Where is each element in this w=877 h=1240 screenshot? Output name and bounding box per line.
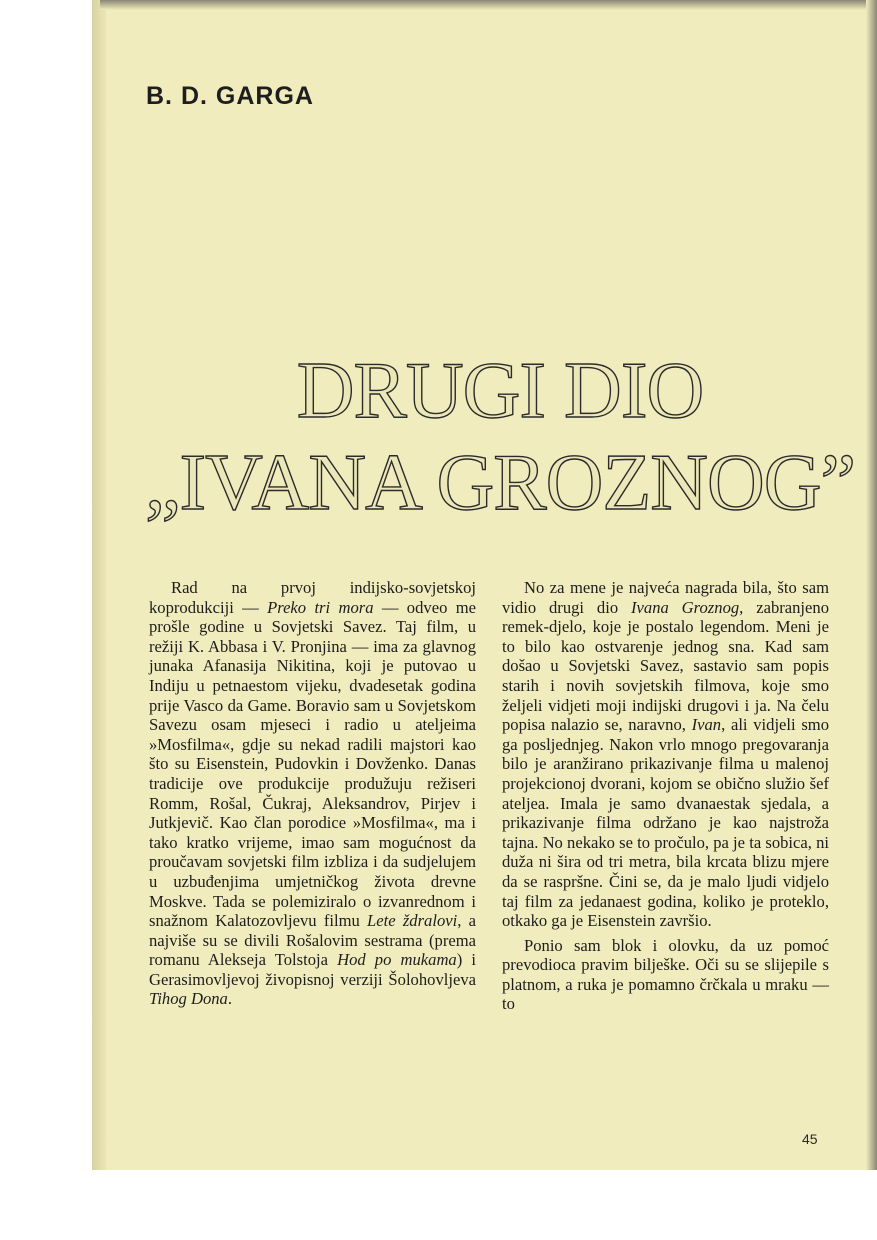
author-name: B. D. GARGA (146, 82, 314, 110)
paragraph-text: . (227, 989, 232, 1009)
italic-title-text: Tihog Dona (149, 989, 228, 1009)
title-line-1: DRUGI DIO (296, 347, 704, 435)
page-number: 45 (802, 1131, 818, 1147)
title-line-2: „IVANA GROZNOG” (144, 439, 856, 527)
paragraph (502, 578, 829, 931)
paragraph-text: , ali vidjeli smo ga posljednjeg. Nakon vrlo mnogo pregovaranja bilo je aranžirano prikazivanje filma u malenoj projekcionoj dvorani, kojom se obično služio šef ateljea. Imala je samo dvanaestak sjedala, a prikazivanje filma održano je kao najstroža tajna. No nekako se to pročulo, pa je ta sobica, ni duža ni šira od tri metra, bila krcata blizu mjere da se raspršne. Čini se, da je malo ljudi vidjelo taj film za jedanaest godina, koliko je proteklo, otkako ga je Eisenstein završio. (502, 715, 830, 931)
paragraph-text: No za mene je najveća nagrada bila, što sam vidio drugi dio (502, 578, 829, 617)
italic-title-text: Lete ždralovi (367, 911, 458, 931)
right-text-column (502, 578, 829, 1014)
paragraph (502, 936, 829, 1014)
italic-title-text: Preko tri mora (267, 597, 374, 617)
page-top-edge (100, 0, 877, 10)
paragraph-text: , zabranjeno remek-djelo, koje je postalo legendom. Meni je to bilo kao ostvarenje jednog sna. Kad sam došao u Sovjetski Savez, sastavio sam popis starih i novih sovjetskih filmova, koje smo željeli vidjeti moji indijski drugovi i ja. Na čelu popisa nalazio se, naravno, (502, 597, 829, 735)
article-title (140, 345, 860, 529)
italic-title-text: Ivana Groznog (631, 597, 740, 617)
italic-title-text: Hod po mukama (337, 950, 457, 970)
italic-title-text: Ivan (691, 715, 722, 735)
paragraph-text: ) i Gerasimovljevoj živopisnoj verziji Šolohovljeva (149, 950, 476, 989)
paragraph-text: Ponio sam blok i olovku, da uz pomoć prevodioca pravim bilješke. Oči su se slijepile s platnom, a ruka je pomamno črčkala u mraku — to (502, 935, 829, 1014)
paragraph-text: — odveo me prošle godine u Sovjetski Savez. Taj film, u režiji K. Abbasa i V. Pronjina — ima za glavnog junaka Afanasija Nikitina, koji je putovao u Indiju u petnaestom vijeku, dvadesetak godina prije Vasco da Game. Boravio sam u Sovjetskom Savezu osam mjeseci i radio u ateljeima »Mosfilma«, gdje su nekad radili majstori kao što su Eisenstein, Pudovkin i Dovženko. Danas tradicije ove produkcije produžuju režiseri Romm, Rošal, Čukraj, Aleksandrov, Pirjev i Jutkjevič. Kao član porodice »Mosfilma«, ma i tako kratko vrijeme, imao sam mogućnost da proučavam sovjetski film izbliza i da sudjelujem u uzbuđenjima umjetničkog života drevne Moskve. Tada se polemiziralo o izvanrednom i snažnom Kalatozovljevu filmu (149, 597, 476, 931)
left-text-column (149, 578, 476, 1009)
paragraph (149, 578, 476, 1009)
page-binding-fold (92, 0, 106, 1170)
paragraph-text: , a najviše su se divili Rošalovim sestrama (prema romanu Alekseja Tolstoja (149, 911, 476, 970)
page-right-edge (866, 0, 877, 1170)
paragraph-text: Rad na prvoj indijsko-sovjetskoj koprodukciji — (149, 578, 476, 617)
